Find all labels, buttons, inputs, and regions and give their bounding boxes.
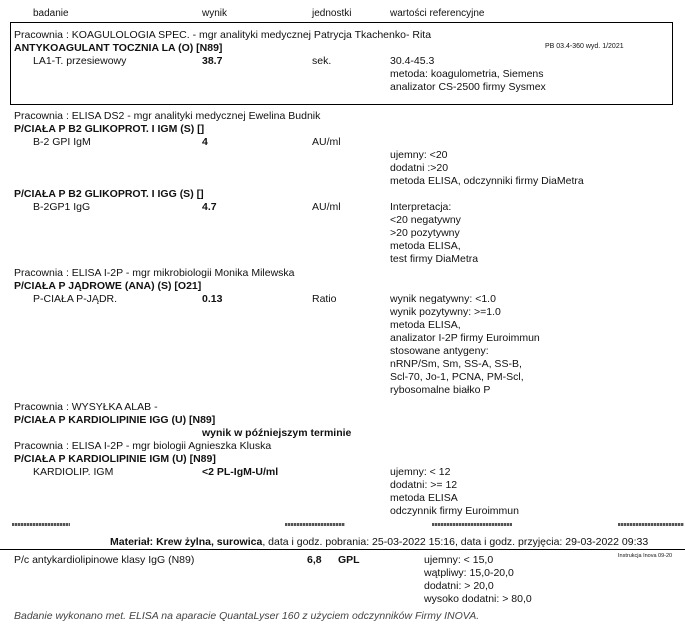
ds2-test2: P/CIAŁA P B2 GLIKOPROT. I IGG (S) []: [14, 188, 204, 200]
i2p-ref-1: wynik pozytywny: >=1.0: [390, 306, 501, 318]
koag-value: 38.7: [202, 55, 223, 67]
i2p2-param: KARDIOLIP. IGM: [33, 466, 114, 478]
i2p-ref-5: nRNP/Sm, Sm, SS-A, SS-B,: [390, 358, 522, 370]
inova-ref-1: wątpliwy: 15,0-20,0: [424, 567, 514, 579]
inova-note: Instrukcja Inova 09-20: [618, 553, 673, 559]
block-divider: [10, 104, 673, 105]
i2p-ref-0: wynik negatywny: <1.0: [390, 293, 496, 305]
material-divider: [0, 549, 685, 550]
ds2-param2: B-2GP1 IgG: [33, 201, 91, 213]
col-header-badanie: badanie: [33, 8, 69, 19]
col-header-ref: wartości referencyjne: [390, 8, 485, 19]
inova-unit: GPL: [338, 554, 360, 566]
i2p-param: P-CIAŁA P-JĄDR.: [33, 293, 118, 305]
material-label: Materiał: Krew żylna, surowica: [110, 536, 263, 548]
inova-param: P/c antykardiolipinowe klasy IgG (N89): [14, 554, 195, 566]
ds2-ref1-0: ujemny: <20: [390, 149, 448, 161]
material-line: [110, 536, 648, 548]
ds2-ref2-0: Interpretacja:: [390, 201, 452, 213]
ds2-param1: B-2 GPI IgM: [33, 136, 91, 148]
i2p-ref-4: stosowane antygeny:: [390, 345, 489, 357]
koag-ref-0: 30.4-45.3: [390, 55, 435, 67]
ds2-ref2-2: >20 pozytywny: [390, 227, 460, 239]
koag-pb: PB 03.4-360 wyd. 1/2021: [545, 43, 624, 50]
koag-param: LA1-T. przesiewowy: [33, 55, 127, 67]
i2p2-ref-2: metoda ELISA: [390, 492, 458, 504]
i2p2-test: P/CIAŁA P KARDIOLIPINIE IGM (U) [N89]: [14, 453, 216, 465]
koag-ref-2: analizator CS-2500 firmy Sysmex: [390, 81, 546, 93]
i2p-unit: Ratio: [312, 293, 337, 305]
inova-value: 6,8: [307, 554, 322, 566]
inova-ref-3: wysoko dodatni: > 80,0: [424, 593, 532, 605]
ds2-ref2-4: test firmy DiaMetra: [390, 253, 479, 265]
ds2-value2: 4.7: [202, 201, 217, 213]
smeared-header-mark: [618, 523, 684, 526]
ds2-value1: 4: [202, 136, 208, 148]
ds2-ref2-3: metoda ELISA,: [390, 240, 461, 252]
i2p-ref-7: rybosomalne białko P: [390, 384, 491, 396]
ds2-unit2: AU/ml: [312, 201, 341, 213]
ds2-pracownia: Pracownia : ELISA DS2 - mgr analityki medycznej Ewelina Budnik: [14, 110, 321, 122]
ds2-unit1: AU/ml: [312, 136, 341, 148]
frame-right: [672, 22, 673, 105]
ds2-ref1-2: metoda ELISA, odczynniki firmy DiaMetra: [390, 175, 584, 187]
footer-note: Badanie wykonano met. ELISA na aparacie QuantaLyser 160 z użyciem odczynników Firmy INOVA.: [14, 610, 480, 622]
i2p2-pracownia: Pracownia : ELISA I-2P - mgr biologii Agnieszka Kluska: [14, 440, 272, 452]
material-dates: , data i godz. pobrania: 25-03-2022 15:16, data i godz. przyjęcia: 29-03-2022 09:33: [262, 536, 649, 548]
i2p2-value: <2 PL-IgM-U/ml: [202, 466, 279, 478]
ds2-ref1-1: dodatni :>20: [390, 162, 449, 174]
i2p2-ref-0: ujemny: < 12: [390, 466, 451, 478]
koag-unit: sek.: [312, 55, 332, 67]
wysylka-pracownia: Pracownia : WYSYŁKA ALAB -: [14, 401, 158, 413]
smeared-header-mark: [432, 523, 512, 526]
smeared-header-mark: [285, 523, 345, 526]
wysylka-note: wynik w późniejszym terminie: [202, 427, 352, 439]
i2p-ref-6: Scl-70, Jo-1, PCNA, PM-Scl,: [390, 371, 524, 383]
inova-ref-0: ujemny: < 15,0: [424, 554, 494, 566]
koag-ref-1: metoda: koagulometria, Siemens: [390, 68, 544, 80]
inova-ref-2: dodatni: > 20,0: [424, 580, 494, 592]
koag-pracownia: Pracownia : KOAGULOLOGIA SPEC. - mgr analityki medycznej Patrycja Tkachenko- Rita: [14, 29, 432, 41]
ds2-test1: P/CIAŁA P B2 GLIKOPROT. I IGM (S) []: [14, 123, 205, 135]
i2p-test: P/CIAŁA P JĄDROWE (ANA) (S) [O21]: [14, 280, 202, 292]
col-header-jednostki: jednostki: [312, 8, 352, 19]
koag-test: ANTYKOAGULANT TOCZNIA LA (O) [N89]: [14, 42, 223, 54]
i2p-pracownia: Pracownia : ELISA I-2P - mgr mikrobiologii Monika Milewska: [14, 267, 295, 279]
col-header-wynik: wynik: [202, 8, 228, 19]
i2p-value: 0.13: [202, 293, 223, 305]
frame-left: [10, 22, 11, 105]
wysylka-test: P/CIAŁA P KARDIOLIPINIE IGG (U) [N89]: [14, 414, 216, 426]
ds2-ref2-1: <20 negatywny: [390, 214, 461, 226]
smeared-header-mark: [12, 523, 70, 526]
i2p-ref-2: metoda ELISA,: [390, 319, 461, 331]
i2p-ref-3: analizator I-2P firmy Euroimmun: [390, 332, 540, 344]
header-divider: [10, 22, 673, 23]
i2p2-ref-1: dodatni: >= 12: [390, 479, 458, 491]
i2p2-ref-3: odczynnik firmy Euroimmun: [390, 505, 519, 517]
